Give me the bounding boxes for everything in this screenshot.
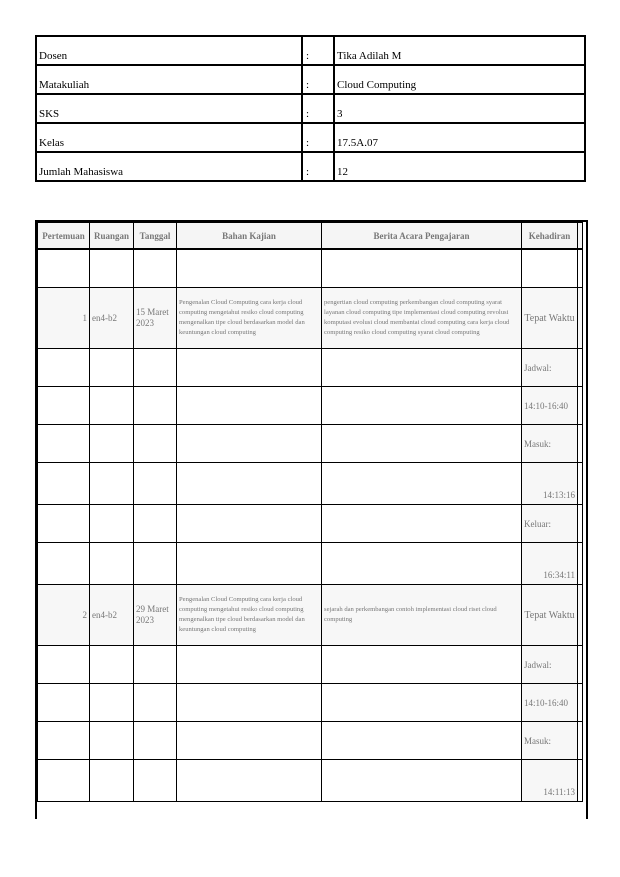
cell (177, 505, 322, 543)
cell (322, 543, 522, 585)
berita-acara-cell: sejarah dan perkembangan contoh implementasi cloud riset cloud computing (322, 585, 522, 646)
cell (90, 463, 134, 505)
info-label: Jumlah Mahasiswa (36, 152, 302, 181)
cell (578, 463, 583, 505)
cell (134, 505, 177, 543)
schedule-table (37, 222, 583, 802)
cell (322, 249, 522, 288)
berita-acara-cell: pengertian cloud computing perkembangan cloud computing syarat layanan cloud computing tipe implementasi cloud computing revolusi komputasi evolusi cloud membantai cloud computing cara kerja cloud computing resiko cloud computing syarat cloud computing (322, 288, 522, 349)
cell (578, 505, 583, 543)
info-label: Kelas (36, 123, 302, 152)
cell (177, 722, 322, 760)
info-row-sks (36, 94, 585, 123)
header-gap (578, 223, 583, 250)
cell (578, 249, 583, 288)
bahan-kajian-cell: Pengenalan Cloud Computing cara kerja cloud computing mengetahui resiko cloud computing mengenalkan tipe cloud berdasarkan model dan keuntungan cloud computing (177, 288, 322, 349)
table-row (38, 646, 583, 684)
jadwal-label: Jadwal: (522, 646, 578, 684)
cell (177, 760, 322, 802)
cell (90, 349, 134, 387)
masuk-label: Masuk: (522, 722, 578, 760)
cell (90, 684, 134, 722)
cell (177, 249, 322, 288)
jadwal-value: 14:10-16:40 (522, 387, 578, 425)
header-berita-acara: Berita Acara Pengajaran (322, 223, 522, 250)
info-row-matakuliah (36, 65, 585, 94)
cell (38, 463, 90, 505)
cell (578, 425, 583, 463)
cell (322, 425, 522, 463)
info-label: Dosen (36, 36, 302, 65)
keluar-label: Keluar: (522, 505, 578, 543)
cell (38, 684, 90, 722)
cell (322, 760, 522, 802)
info-row-dosen (36, 36, 585, 65)
cell (177, 646, 322, 684)
table-row (38, 722, 583, 760)
pertemuan-cell: 1 (38, 288, 90, 349)
session-row (38, 585, 583, 646)
table-row (38, 425, 583, 463)
table-row (38, 463, 583, 505)
cell (522, 249, 578, 288)
cell (90, 425, 134, 463)
cell (578, 585, 583, 646)
pertemuan-cell: 2 (38, 585, 90, 646)
info-value: Cloud Computing (334, 65, 585, 94)
course-info-table (35, 35, 586, 182)
cell (38, 249, 90, 288)
cell (134, 387, 177, 425)
cell (578, 288, 583, 349)
cell (90, 646, 134, 684)
jadwal-label: Jadwal: (522, 349, 578, 387)
info-colon: : (302, 65, 334, 94)
masuk-label: Masuk: (522, 425, 578, 463)
info-colon: : (302, 152, 334, 181)
cell (38, 387, 90, 425)
kehadiran-cell: Tepat Waktu (522, 288, 578, 349)
cell (134, 684, 177, 722)
table-row (38, 387, 583, 425)
masuk-value: 14:13:16 (522, 463, 578, 505)
header-ruangan: Ruangan (90, 223, 134, 250)
cell (578, 646, 583, 684)
cell (322, 463, 522, 505)
info-value: 3 (334, 94, 585, 123)
cell (90, 505, 134, 543)
cell (90, 543, 134, 585)
cell (322, 722, 522, 760)
cell (177, 543, 322, 585)
info-value: Tika Adilah M (334, 36, 585, 65)
cell (578, 760, 583, 802)
info-value: 12 (334, 152, 585, 181)
session-row (38, 288, 583, 349)
cell (38, 349, 90, 387)
header-pertemuan: Pertemuan (38, 223, 90, 250)
cell (578, 722, 583, 760)
cell (134, 760, 177, 802)
table-row (38, 249, 583, 288)
cell (38, 543, 90, 585)
bahan-kajian-cell: Pengenalan Cloud Computing cara kerja cloud computing mengetahui resiko cloud computing mengenalkan tipe cloud berdasarkan model dan keuntungan cloud computing (177, 585, 322, 646)
cell (177, 387, 322, 425)
table-row (38, 349, 583, 387)
table-row (38, 505, 583, 543)
cell (322, 646, 522, 684)
cell (322, 349, 522, 387)
cell (134, 249, 177, 288)
info-label: SKS (36, 94, 302, 123)
ruangan-cell: en4-b2 (90, 585, 134, 646)
cell (134, 543, 177, 585)
cell (134, 463, 177, 505)
cell (177, 425, 322, 463)
cell (322, 387, 522, 425)
tanggal-cell: 15 Maret 2023 (134, 288, 177, 349)
schedule-table-container (35, 220, 588, 819)
header-tanggal: Tanggal (134, 223, 177, 250)
cell (134, 722, 177, 760)
info-colon: : (302, 123, 334, 152)
keluar-value: 16:34:11 (522, 543, 578, 585)
cell (578, 684, 583, 722)
info-colon: : (302, 36, 334, 65)
cell (134, 349, 177, 387)
masuk-value: 14:11:13 (522, 760, 578, 802)
cell (90, 249, 134, 288)
cell (322, 684, 522, 722)
header-bahan-kajian: Bahan Kajian (177, 223, 322, 250)
cell (134, 646, 177, 684)
cell (90, 387, 134, 425)
cell (90, 760, 134, 802)
ruangan-cell: en4-b2 (90, 288, 134, 349)
cell (578, 387, 583, 425)
table-row (38, 760, 583, 802)
cell (38, 505, 90, 543)
tanggal-cell: 29 Maret 2023 (134, 585, 177, 646)
info-label: Matakuliah (36, 65, 302, 94)
header-kehadiran: Kehadiran (522, 223, 578, 250)
cell (90, 722, 134, 760)
cell (134, 425, 177, 463)
cell (38, 646, 90, 684)
schedule-header-row (38, 223, 583, 250)
cell (177, 684, 322, 722)
cell (578, 543, 583, 585)
kehadiran-cell: Tepat Waktu (522, 585, 578, 646)
cell (578, 349, 583, 387)
info-row-jumlah-mahasiswa (36, 152, 585, 181)
cell (177, 349, 322, 387)
cell (38, 722, 90, 760)
cell (38, 760, 90, 802)
jadwal-value: 14:10-16:40 (522, 684, 578, 722)
table-row (38, 684, 583, 722)
cell (322, 505, 522, 543)
cell (38, 425, 90, 463)
info-colon: : (302, 94, 334, 123)
info-value: 17.5A.07 (334, 123, 585, 152)
info-row-kelas (36, 123, 585, 152)
table-row (38, 543, 583, 585)
cell (177, 463, 322, 505)
